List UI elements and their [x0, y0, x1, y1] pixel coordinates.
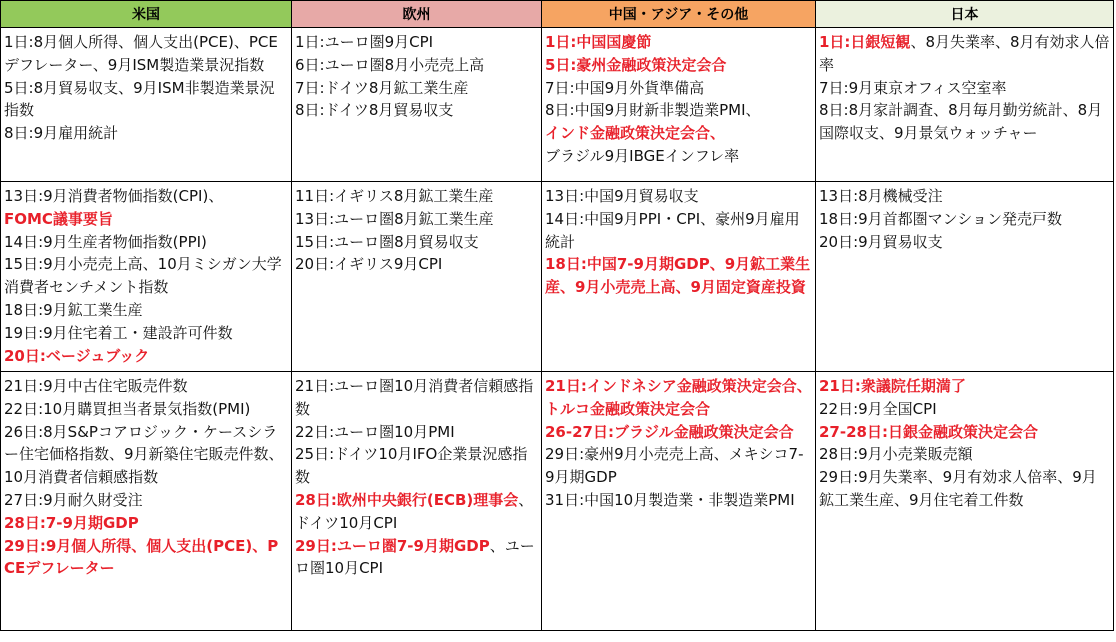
cell-japan	[816, 28, 1114, 182]
event-item: 7日:ドイツ8月鉱工業生産	[295, 78, 469, 97]
event-item: 28日:7-9月期GDP	[4, 513, 139, 532]
header-us: 米国	[1, 1, 292, 28]
event-item: 26日:8月S&Pコアロジック・ケースシラー住宅価格指数、9月新築住宅販売件数、10月消費者信頼感指数	[4, 422, 284, 487]
cell-europe	[292, 28, 542, 182]
event-item: FOMC議事要旨	[4, 209, 113, 228]
event-item: 29日:9月個人所得、個人支出(PCE)、PCEデフレーター	[4, 536, 279, 578]
week-row	[1, 372, 1114, 631]
event-item: 15日:ユーロ圏8月貿易収支	[295, 232, 479, 251]
event-item: 14日:中国9月PPI・CPI、豪州9月雇用統計	[545, 209, 800, 251]
event-item: 18日:9月首都圏マンション発売戸数	[819, 209, 1063, 228]
event-item: 22日:ユーロ圏10月PMI	[295, 422, 455, 441]
cell-japan	[816, 372, 1114, 631]
event-item	[819, 31, 1111, 77]
event-item: 15日:9月小売売上高、10月ミシガン大学消費者センチメント指数	[4, 255, 282, 297]
event-item: 8日:9月雇用統計	[4, 124, 119, 143]
event-item: 11日:イギリス8月鉱工業生産	[295, 187, 494, 205]
event-text: 、8月失業率、8月有効求人倍率	[819, 33, 1110, 74]
cell-europe	[292, 182, 542, 372]
event-item: 22日:10月購買担当者景気指数(PMI)	[4, 399, 251, 418]
cell-us	[1, 372, 292, 631]
event-item: ブラジル9月IBGEインフレ率	[545, 146, 740, 165]
event-item	[295, 535, 539, 581]
event-item: 19日:9月住宅着工・建設許可件数	[4, 323, 233, 342]
event-item: 20日:9月貿易収支	[819, 232, 943, 251]
cell-china-asia-other	[542, 28, 816, 182]
header-japan: 日本	[816, 1, 1114, 28]
event-item: 5日:8月貿易収支、9月ISM非製造業景況指数	[4, 78, 275, 120]
event-item: 27日:9月耐久財受注	[4, 490, 143, 509]
event-item: 20日:ベージュブック	[4, 346, 150, 365]
header-china-asia-other: 中国・アジア・その他	[542, 1, 816, 28]
event-highlight: 28日:欧州中央銀行(ECB)理事会	[295, 490, 519, 509]
event-item: 7日:中国9月外貨準備高	[545, 78, 705, 97]
event-item: 20日:イギリス9月CPI	[295, 255, 443, 274]
event-item: 13日:中国9月貿易収支	[545, 187, 699, 205]
event-item: 13日:9月消費者物価指数(CPI)、	[4, 187, 224, 205]
header-europe: 欧州	[292, 1, 542, 28]
event-item: 18日:中国7-9月期GDP、9月鉱工業生産、9月小売売上高、9月固定資産投資	[545, 255, 811, 297]
event-highlight: 29日:ユーロ圏7-9月期GDP	[295, 536, 490, 555]
event-item: 22日:9月全国CPI	[819, 399, 937, 418]
event-item: 21日:ユーロ圏10月消費者信頼感指数	[295, 377, 534, 418]
event-highlight: 1日:日銀短観	[819, 33, 911, 51]
event-item: 5日:豪州金融政策決定会合	[545, 55, 727, 74]
event-item: 8日:ドイツ8月貿易収支	[295, 101, 454, 120]
event-item	[295, 489, 539, 535]
cell-japan	[816, 182, 1114, 372]
event-item: 1日:中国国慶節	[545, 33, 652, 51]
cell-us	[1, 28, 292, 182]
event-item: 13日:8月機械受注	[819, 187, 943, 205]
week-row	[1, 28, 1114, 182]
week-row	[1, 182, 1114, 372]
event-item: インド金融政策決定会合、	[545, 124, 726, 143]
cell-us	[1, 182, 292, 372]
event-text: 、ドイツ10月CPI	[295, 490, 534, 532]
event-item: 29日:豪州9月小売売上高、メキシコ7-9月期GDP	[545, 445, 804, 487]
header-row	[1, 1, 1114, 28]
event-item: 26-27日:ブラジル金融政策決定会合	[545, 422, 794, 441]
cell-china-asia-other	[542, 372, 816, 631]
event-item: 25日:ドイツ10月IFO企業景況感指数	[295, 445, 528, 487]
event-item: 29日:9月失業率、9月有効求人倍率、9月鉱工業生産、9月住宅着工件数	[819, 468, 1097, 509]
event-item: 1日:ユーロ圏9月CPI	[295, 33, 434, 51]
event-item: 7日:9月東京オフィス空室率	[819, 78, 1007, 97]
event-item: 8日:中国9月財新非製造業PMI、	[545, 101, 761, 120]
event-text: 、ユーロ圏10月CPI	[295, 536, 535, 578]
event-item: 14日:9月生産者物価指数(PPI)	[4, 232, 207, 251]
event-item: 6日:ユーロ圏8月小売売上高	[295, 55, 485, 74]
event-item: 8日:8月家計調査、8月毎月勤労統計、8月国際収支、9月景気ウォッチャー	[819, 101, 1103, 143]
event-item: 31日:中国10月製造業・非製造業PMI	[545, 490, 795, 509]
event-item: 21日:衆議院任期満了	[819, 377, 966, 395]
event-item: 13日:ユーロ圏8月鉱工業生産	[295, 209, 494, 228]
cell-europe	[292, 372, 542, 631]
event-item: 1日:8月個人所得、個人支出(PCE)、PCEデフレーター、9月ISM製造業景況指数	[4, 33, 278, 74]
event-item: 27-28日:日銀金融政策決定会合	[819, 422, 1038, 441]
event-item: 21日:インドネシア金融政策決定会合、トルコ金融政策決定会合	[545, 377, 812, 418]
event-item: 18日:9月鉱工業生産	[4, 300, 143, 319]
event-item: 21日:9月中古住宅販売件数	[4, 377, 188, 395]
event-item: 28日:9月小売業販売額	[819, 445, 973, 464]
cell-china-asia-other	[542, 182, 816, 372]
